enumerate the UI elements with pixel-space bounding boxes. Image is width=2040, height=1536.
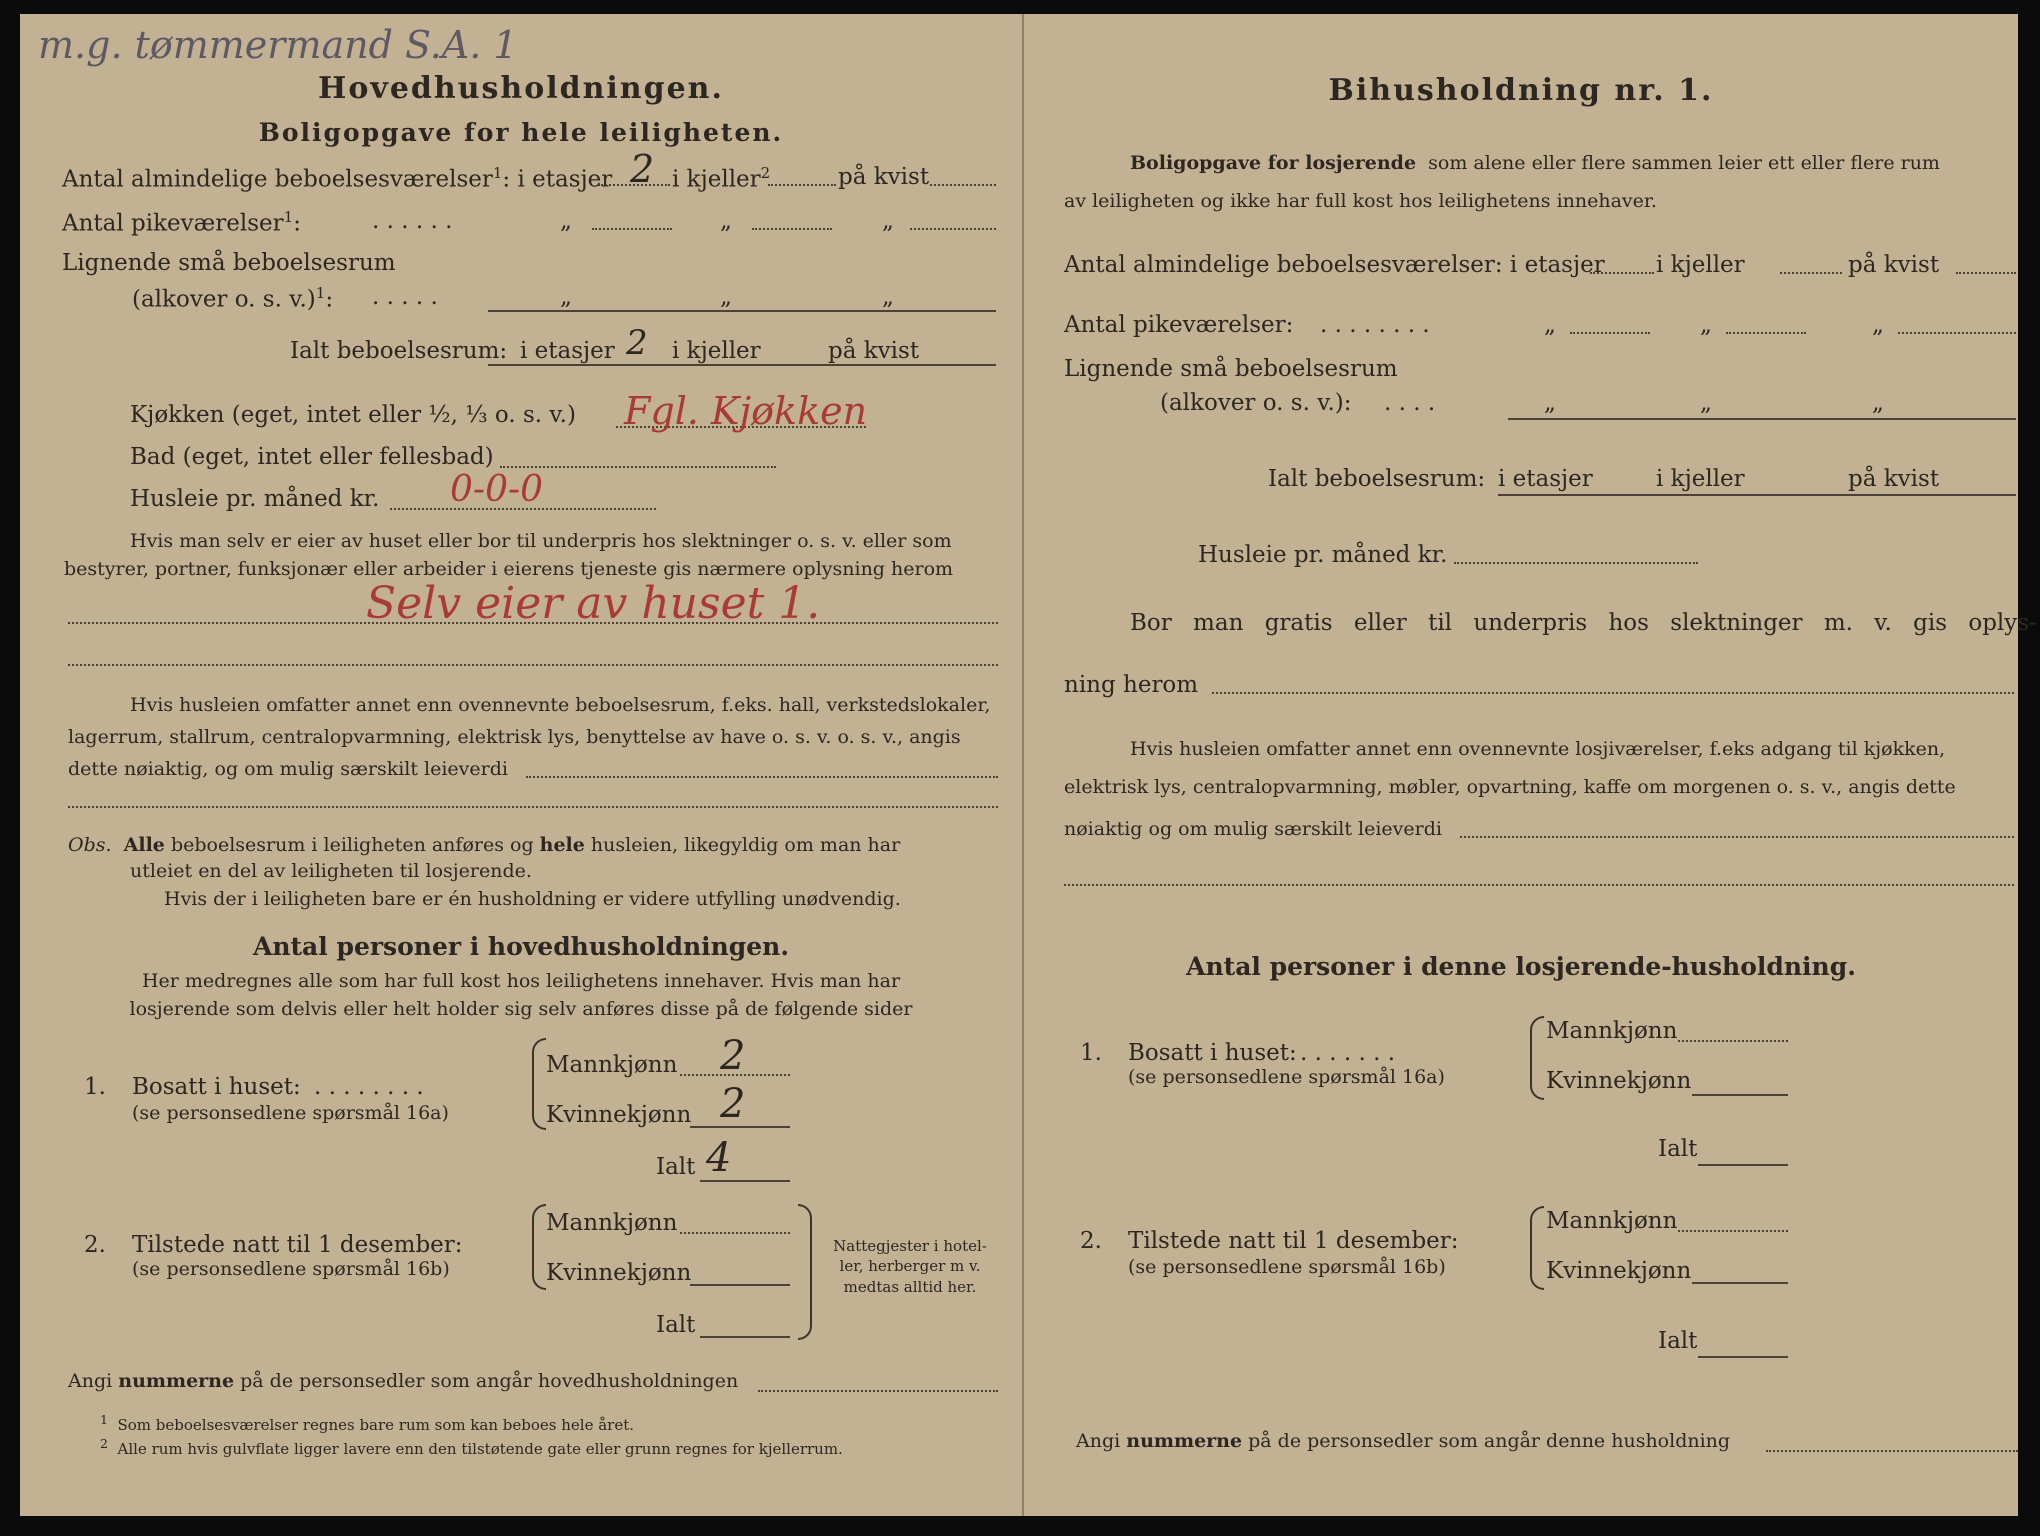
sub-tilstede-ialt-field[interactable] bbox=[1698, 1356, 1788, 1358]
pike-etasjer-field[interactable] bbox=[592, 228, 672, 230]
tilstede-kvinne-field[interactable] bbox=[690, 1284, 790, 1286]
sub-tilstede-kvinne-field[interactable] bbox=[1692, 1282, 1788, 1284]
angi-nummerne-field[interactable] bbox=[758, 1390, 998, 1392]
ialt-rooms-label: Ialt beboelsesrum: bbox=[290, 338, 508, 364]
bosatt-kvinne-label: Kvinnekjønn bbox=[546, 1102, 692, 1128]
sub-oplysning-field[interactable] bbox=[1212, 692, 2014, 694]
tilstede-mann-field[interactable] bbox=[680, 1232, 790, 1234]
sub-bosatt-ialt-field[interactable] bbox=[1698, 1164, 1788, 1166]
sub-pikevaerelser-label: Antal pikeværelser: bbox=[1064, 312, 1294, 338]
sub-angi-nummerne-field[interactable] bbox=[1766, 1450, 2018, 1452]
sub-etasjer-field[interactable] bbox=[1590, 272, 1654, 274]
kvist-field[interactable] bbox=[930, 184, 996, 186]
bad-label: Bad (eget, intet eller fellesbad) bbox=[130, 444, 494, 470]
handwritten-margin-note: m.g. tømmermand S.A. 1 bbox=[38, 23, 518, 67]
tilstede-mann-label: Mannkjønn bbox=[546, 1210, 678, 1236]
ialt-rooms-field[interactable] bbox=[488, 364, 996, 366]
handwritten-kjokken: Fgl. Kjøkken bbox=[624, 389, 868, 433]
handwritten-husleie: 0-0-0 bbox=[450, 469, 544, 510]
bad-field[interactable] bbox=[500, 466, 776, 468]
tilstede-label: Tilstede natt til 1 desember: bbox=[132, 1232, 463, 1258]
lignende-label: Lignende små beboelsesrum bbox=[62, 250, 396, 276]
sub-ialt-rooms-field[interactable] bbox=[1498, 494, 2016, 496]
alkover-field[interactable] bbox=[488, 310, 996, 312]
obs-note: Obs. Alle beboelsesrum i leiligheten anføres og hele husleien, likegyldig om man har bbox=[68, 834, 901, 856]
sub-intro-1: Boligopgave for losjerende som alene eller flere sammen leier ett eller flere rum bbox=[1130, 152, 1940, 174]
sub-kvist-field[interactable] bbox=[1956, 272, 2016, 274]
leieverdi-field-1[interactable] bbox=[526, 776, 998, 778]
nattegjester-note: Nattegjester i hotel- ler, herberger m v. medtas alltid her. bbox=[833, 1237, 987, 1296]
husleie-label: Husleie pr. måned kr. bbox=[130, 486, 380, 512]
sub-page-title: Bihusholdning nr. 1. bbox=[1328, 73, 1714, 108]
footnote-1: $^1$ Som beboelsesværelser regnes bare rum som kan beboes hele året. bbox=[100, 1412, 635, 1434]
page-subtitle: Boligopgave for hele leiligheten. bbox=[258, 118, 784, 147]
rooms-row: Antal almindelige beboelsesværelser$^1$: i etasjer bbox=[62, 164, 613, 193]
bosatt-ialt-label: Ialt bbox=[656, 1154, 696, 1180]
sub-bosatt-mann-field[interactable] bbox=[1678, 1040, 1788, 1042]
kvist-label: på kvist bbox=[838, 164, 930, 190]
oplysning-field-2[interactable] bbox=[68, 664, 998, 666]
oplysning-field-1[interactable] bbox=[68, 622, 998, 624]
sub-rooms-label: Antal almindelige beboelsesværelser: i etasjer bbox=[1064, 252, 1605, 278]
left-page-main-household: m.g. tømmermand S.A. 1 Hovedhusholdningen. Boligopgave for hele leiligheten. Antal almindelige beboelsesværelser$^1$: i etasjer 2 i kjeller$^2$ på kvist Antal pikeværelser$^1$: . . . . . . „ „ „ Lignende små beboelsesrum (alkover o. s. v.)$^1$: . . . . . „ „ „ Ialt beboelsesrum: i etasjer 2 i kjeller på kvist Kjøkken (eget, intet eller ½, ⅓ o. s. v.) Fgl. Kjøkken Bad (eget, intet eller fellesbad) Husleie pr. måned kr. 0-0-0 Hvis man selv er eier av huset eller bor til underpris hos slektninger o. s. v. eller som bestyrer, portner, funksjonær eller arbeider i eierens tjeneste gis nærmere oplysning herom Selv eier av huset 1. Hvis husleien omfatter annet enn ovennevnte beboelsesrum, f.eks. hall, verkstedslokaler, lagerrum, stallrum, centralopvarmning, elektrisk lys, benyttelse av have o. s. v. o. s. v., angis dette nøiaktig, og om mulig særskilt leieverdi Obs. Alle beboelsesrum i leiligheten anføres og hele husleien, likegyldig om man har utleiet en del av leiligheten til losjerende. Hvis der i leiligheten bare er én husholdning er videre utfylling unødvendig. Antal personer i hovedhusholdningen. Her medregnes alle som har full kost hos leilighetens innehaver. Hvis man har losjerende som delvis eller helt holder sig selv anføres disse på de følgende sider 1. Bosatt i huset: . . . . . . . . (se personsedlene spørsmål 16a) Mannkjønn 2 Kvinnekjønn 2 Ialt 4 2. Tilstede natt til 1 desember: (se personsedlene spørsmål 16b) Mannkjønn Kvinnekjønn Ialt Nattegjester i hotel- ler, herberger m v. medtas alltid her. Angi nummerne på de personsedler som angår hovedhusholdningen $^1$ Som beboelsesværelser regnes bare rum som kan beboes hele året. $^2$ Alle rum hvis gulvflate ligger lavere enn den tilstøtende gate eller grunn regnes for kjellerrum. bbox=[20, 14, 1022, 1516]
tilstede-ialt-label: Ialt bbox=[656, 1312, 696, 1338]
tilstede-ialt-field[interactable] bbox=[700, 1336, 790, 1338]
bosatt-mann-label: Mannkjønn bbox=[546, 1052, 678, 1078]
pike-kvist-field[interactable] bbox=[910, 228, 996, 230]
sub-leieverdi-field-2[interactable] bbox=[1064, 884, 2014, 886]
sub-alkover-field[interactable] bbox=[1508, 418, 2016, 420]
leieverdi-field-2[interactable] bbox=[68, 806, 998, 808]
sub-husleie-field[interactable] bbox=[1454, 562, 1698, 564]
sub-kjeller-field[interactable] bbox=[1780, 272, 1842, 274]
handwritten-bosatt-mann: 2 bbox=[720, 1033, 746, 1079]
rooms-label: Antal almindelige beboelsesværelser bbox=[62, 166, 493, 193]
handwritten-bosatt-kvinne: 2 bbox=[720, 1081, 746, 1127]
bosatt-brace bbox=[532, 1038, 546, 1130]
sub-tilstede-mann-field[interactable] bbox=[1678, 1230, 1788, 1232]
sub-bosatt-brace bbox=[1530, 1016, 1544, 1100]
sub-angi-nummerne: Angi nummerne på de personsedler som angår denne husholdning bbox=[1076, 1430, 1731, 1452]
nattegjester-brace bbox=[798, 1204, 812, 1340]
sub-persons-title: Antal personer i denne losjerende-husholdning. bbox=[1186, 952, 1856, 981]
kjeller-label: i kjeller bbox=[672, 166, 761, 193]
right-page-sub-household: Bihusholdning nr. 1. Boligopgave for losjerende som alene eller flere sammen leier ett eller flere rum av leiligheten og ikke har full kost hos leilighetens innehaver. Antal almindelige beboelsesværelser: i etasjer i kjeller på kvist Antal pikeværelser: . . . . . . . . „ „ „ Lignende små beboelsesrum (alkover o. s. v.): . . . . „ „ „ Ialt beboelsesrum: i etasjer i kjeller på kvist Husleie pr. måned kr. Bor man gratis eller til underpris hos slektninger m. v. gis oplys- ning herom Hvis husleien omfatter annet enn ovennevnte losjiværelser, f.eks adgang til kjøkken, elektrisk lys, centralopvarmning, møbler, opvartning, kaffe om morgenen o. s. v., angis dette nøiaktig og om mulig særskilt leieverdi Antal personer i denne losjerende-husholdning. 1. Bosatt i huset: . . . . . . . (se personsedlene spørsmål 16a) Mannkjønn Kvinnekjønn Ialt 2. Tilstede natt til 1 desember: (se personsedlene spørsmål 16b) Mannkjønn Kvinnekjønn Ialt Angi nummerne på de personsedler som angår denne husholdning bbox=[1024, 14, 2018, 1516]
bosatt-label: Bosatt i huset: bbox=[132, 1074, 301, 1100]
handwritten-ialt-etasjer: 2 bbox=[626, 323, 648, 363]
sub-tilstede-brace bbox=[1530, 1206, 1544, 1290]
sub-pike-etasjer-field[interactable] bbox=[1570, 332, 1650, 334]
handwritten-bosatt-ialt: 4 bbox=[706, 1135, 732, 1181]
sub-pike-kvist-field[interactable] bbox=[1898, 332, 2016, 334]
sub-pike-kjeller-field[interactable] bbox=[1726, 332, 1806, 334]
kjeller-field[interactable] bbox=[768, 184, 836, 186]
sub-bosatt-kvinne-field[interactable] bbox=[1692, 1094, 1788, 1096]
sub-ialt-rooms-label: Ialt beboelsesrum: bbox=[1268, 466, 1486, 492]
persons-section-title: Antal personer i hovedhusholdningen. bbox=[252, 932, 790, 961]
handwritten-oplysning: Selv eier av huset 1. bbox=[366, 578, 821, 629]
handwritten-etasjer: 2 bbox=[630, 147, 655, 191]
census-form-sheet bbox=[20, 14, 2037, 1516]
page-title: Hovedhusholdningen. bbox=[318, 71, 724, 106]
footnote-2: $^2$ Alle rum hvis gulvflate ligger lavere enn den tilstøtende gate eller grunn regnes for kjellerrum. bbox=[100, 1436, 843, 1458]
sub-leieverdi-field-1[interactable] bbox=[1460, 836, 2014, 838]
sub-bosatt-label: Bosatt i huset: bbox=[1128, 1040, 1297, 1066]
tilstede-brace bbox=[532, 1204, 546, 1290]
kjokken-label: Kjøkken (eget, intet eller ½, ⅓ o. s. v.) bbox=[130, 402, 576, 428]
angi-nummerne: Angi nummerne på de personsedler som angår hovedhusholdningen bbox=[68, 1370, 739, 1392]
pikevaerelser-row: Antal pikeværelser$^1$: bbox=[62, 208, 301, 237]
pike-kjeller-field[interactable] bbox=[752, 228, 832, 230]
sub-tilstede-label: Tilstede natt til 1 desember: bbox=[1128, 1228, 1459, 1254]
sub-husleie-label: Husleie pr. måned kr. bbox=[1198, 542, 1448, 568]
tilstede-kvinne-label: Kvinnekjønn bbox=[546, 1260, 692, 1286]
